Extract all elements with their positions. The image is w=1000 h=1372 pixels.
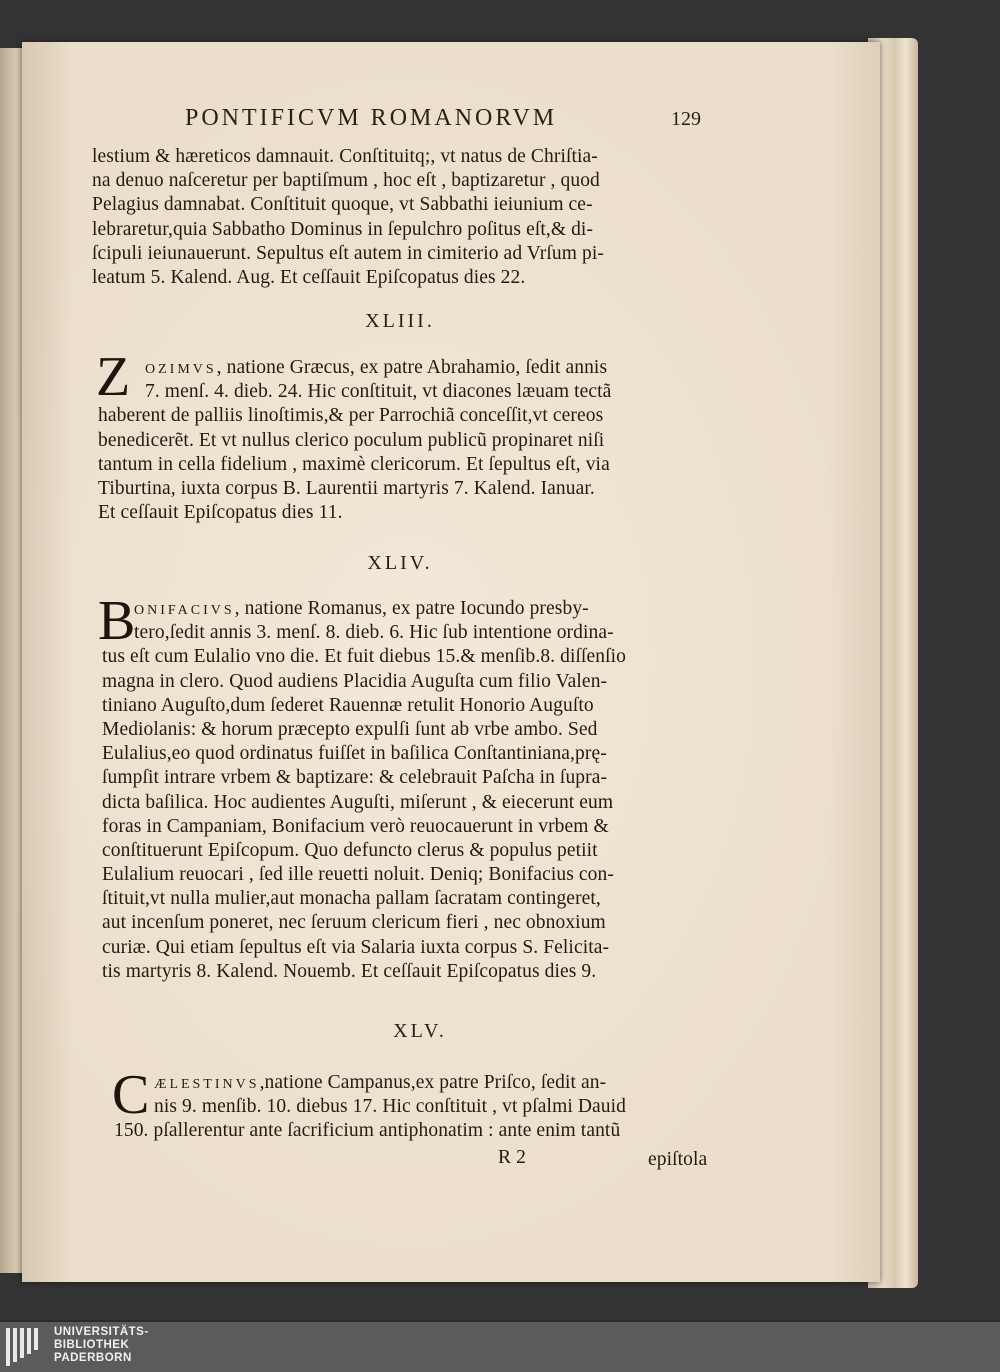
- section-numeral: XLIII.: [365, 310, 435, 332]
- logo-line: BIBLIOTHEK: [54, 1339, 130, 1351]
- text-line: tis martyris 8. Kalend. Nouemb. Et ceſſauit Epiſcopatus dies 9.: [102, 960, 597, 982]
- section-paragraph: [102, 597, 626, 984]
- signature-mark: R 2: [498, 1147, 526, 1168]
- text-fragment: , natione Græcus, ex patre Abrahamio, ſedit annis: [216, 357, 608, 378]
- text-line: ſcipuli ieiunauerunt. Sepultus eſt autem in cimiterio ad Vrſum pi-: [92, 242, 604, 264]
- text-line: benedicerẽt. Et vt nullus clerico poculum publicũ propinaret niſi: [98, 429, 605, 451]
- text-line: tero,ſedit annis 3. menſ. 8. dieb. 6. Hic ſub intentione ordina-: [134, 622, 614, 644]
- text-line: Eulalium reuocari , ſed ille reuetti noluit. Deniq; Bonifacius con-: [102, 864, 614, 886]
- text-line: magna in clero. Quod audiens Placidia Auguſta cum filio Valen-: [102, 670, 608, 692]
- text-fragment: , natione Romanus, ex patre Iocundo presby-: [234, 598, 589, 619]
- text-line: Tiburtina, iuxta corpus B. Laurentii martyris 7. Kalend. Ianuar.: [98, 477, 595, 499]
- text-line: tiniano Auguſto,dum ſederet Rauennæ retulit Honorio Auguſto: [102, 694, 594, 716]
- logo-line: UNIVERSITÄTS-: [54, 1326, 149, 1338]
- text-line: Pelagius damnabat. Conſtituit quoque, vt Sabbathi ieiunium ce-: [92, 194, 593, 216]
- text-line: tantum in cella fidelium , maximè clericorum. Et ſepultus eſt, via: [98, 453, 610, 475]
- catchword: epiſtola: [648, 1149, 708, 1170]
- text-line: conſtituerunt Epiſcopum. Quo defuncto clerus & populus petiit: [102, 839, 598, 861]
- text-line: tus eſt cum Eulalio vno die. Et fuit diebus 15.& menſib.8. diſſenſio: [102, 646, 627, 668]
- smallcaps-name: ÆLESTINVS: [154, 1077, 260, 1092]
- text-line: na denuo naſceretur per baptiſmum , hoc eſt , baptizaretur , quod: [92, 170, 600, 192]
- drop-initial: B: [98, 590, 136, 652]
- text-line: 150. pſallerentur ante ſacrificium antiphonatim : ante enim tantũ: [114, 1120, 621, 1142]
- text-line: lebraretur,quia Sabbatho Dominus in ſepulchro poſitus eſt,& di-: [92, 218, 594, 240]
- text-line: Mediolanis: & horum præcepto expulſi ſunt ab vrbe ambo. Sed: [102, 718, 598, 740]
- drop-initial: Z: [96, 346, 131, 408]
- text-line: 7. menſ. 4. dieb. 24. Hic conſtituit, vt diacones læuam tectã: [145, 381, 612, 403]
- text-line: aut incenſum poneret, nec ſeruum clericum fieri , nec obnoxium: [102, 912, 606, 934]
- library-logo-icon: [6, 1328, 40, 1366]
- section-numeral: XLV.: [393, 1020, 447, 1042]
- text-line: [114, 1071, 626, 1095]
- smallcaps-name: OZIMVS: [145, 362, 217, 377]
- page-number: 129: [671, 108, 701, 130]
- top-paragraph: [92, 145, 604, 290]
- text-line: dicta baſilica. Hoc audientes Auguſti, miſerunt , & eiecerunt eum: [102, 791, 614, 813]
- section-paragraph: [98, 356, 611, 525]
- text-line: [102, 597, 626, 621]
- text-line: ſumpſit intrare vrbem & baptizare: & celebrauit Paſcha in ſupra-: [102, 767, 608, 789]
- text-fragment: ,natione Campanus,ex patre Priſco, ſedit an-: [259, 1072, 607, 1093]
- library-logo-text: [54, 1326, 149, 1365]
- drop-initial: C: [112, 1064, 150, 1126]
- smallcaps-name: ONIFACIVS: [134, 603, 235, 618]
- section-paragraph: [112, 1064, 626, 1144]
- text-line: [98, 356, 611, 380]
- text-line: nis 9. menſib. 10. diebus 17. Hic conſtituit , vt pſalmi Dauid: [154, 1096, 626, 1118]
- section-numeral: XLIV.: [367, 552, 433, 574]
- library-footer-bar: [0, 1322, 1000, 1372]
- text-line: curiæ. Qui etiam ſepultus eſt via Salaria iuxta corpus S. Felicita-: [102, 936, 610, 958]
- header-title: PONTIFICVM ROMANORVM: [185, 105, 558, 131]
- text-line: Eulalius,eo quod ordinatus fuiſſet in baſilica Conſtantiniana,prę-: [102, 743, 607, 765]
- text-line: ſtituit,vt nulla mulier,aut monacha pallam ſacratam contingeret,: [102, 888, 601, 910]
- text-line: Et ceſſauit Epiſcopatus dies 11.: [98, 502, 343, 524]
- text-line: foras in Campaniam, Bonifacium verò reuocauerunt in vrbem &: [102, 815, 609, 837]
- text-line: haberent de palliis linoſtimis,& per Parrochiã conceſſit,vt cereos: [98, 405, 604, 427]
- text-line: lestium & hæreticos damnauit. Conſtituitq;, vt natus de Chriſtia-: [92, 146, 598, 167]
- logo-line: PADERBORN: [54, 1352, 132, 1364]
- text-line: leatum 5. Kalend. Aug. Et ceſſauit Epiſcopatus dies 22.: [92, 266, 526, 288]
- running-header: [185, 105, 715, 137]
